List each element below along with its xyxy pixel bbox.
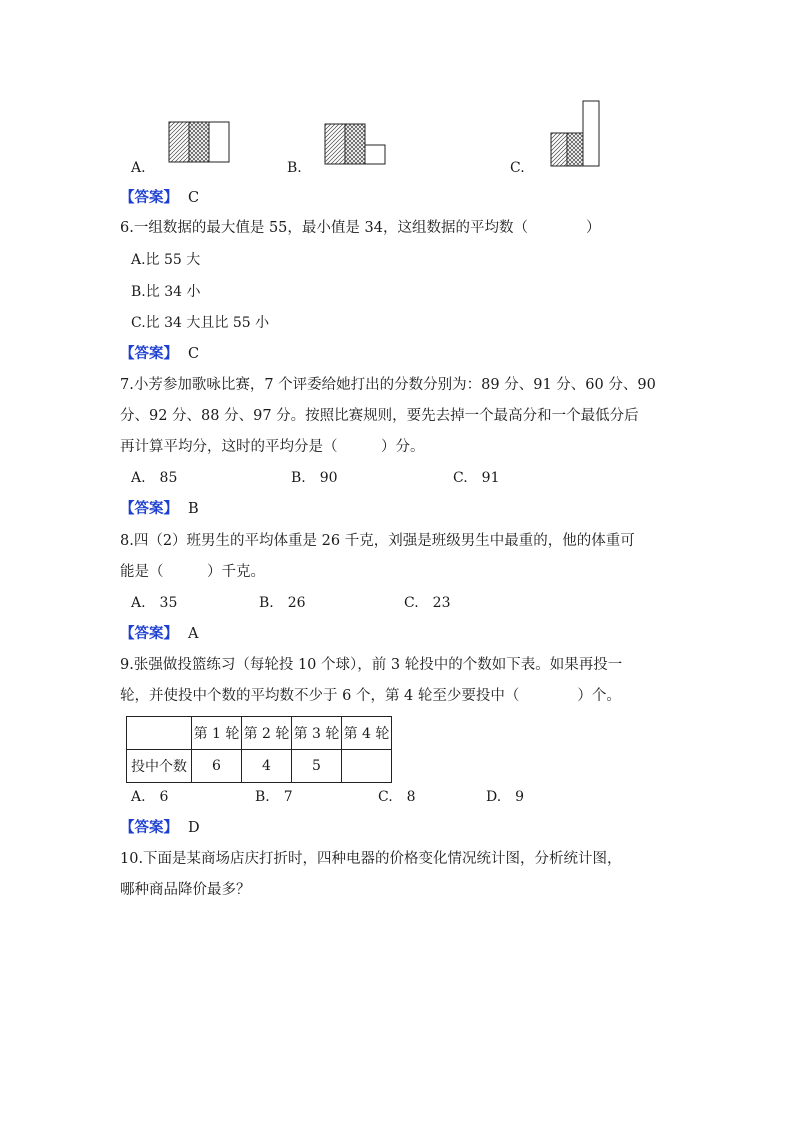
q5-answer — [120, 188, 199, 208]
q8-question-line-2: 能是（ ）千克。 — [120, 564, 265, 580]
answer-value: C — [188, 190, 200, 206]
q8-option-a: A. 35 — [131, 595, 178, 611]
table-cell: 6 — [192, 750, 242, 783]
q7-question-line-3: 再计算平均分，这时的平均分是（ ）分。 — [120, 439, 425, 455]
answer-label: 【答案】 — [120, 345, 178, 362]
bar-hatched — [551, 133, 567, 166]
q9-answer — [120, 818, 200, 838]
q8-question-line-1: 8.四（2）班男生的平均体重是 26 千克，刘强是班级男生中最重的，他的体重可 — [120, 533, 635, 549]
answer-value: B — [188, 501, 199, 517]
q6-answer — [120, 344, 199, 364]
answer-value: D — [188, 820, 200, 836]
bar-hatched — [325, 124, 345, 164]
table-cell — [342, 750, 392, 783]
q9-question-line-1: 9.张强做投篮练习（每轮投 10 个球），前 3 轮投中的个数如下表。如果再投一 — [120, 657, 623, 673]
q5-figure-b — [324, 123, 388, 165]
q9-option-c: C. 8 — [378, 789, 416, 805]
bar-blank — [209, 122, 229, 162]
q5-option-a: A. — [131, 160, 146, 176]
bar-crosshatched — [567, 133, 583, 166]
table-header-cell: 第 2 轮 — [242, 717, 292, 750]
q9-option-a: A. 6 — [131, 789, 169, 805]
q7-question-line-1: 7.小芳参加歌咏比赛，7 个评委给她打出的分数分别为：89 分、91 分、60 分、90 — [120, 377, 656, 393]
bar-crosshatched — [189, 122, 209, 162]
q9-option-d: D. 9 — [486, 789, 525, 805]
q6-question: 6.一组数据的最大值是 55，最小值是 34，这组数据的平均数（ ） — [120, 220, 601, 236]
q6-option-c: C.比 34 大且比 55 小 — [131, 315, 270, 331]
answer-label: 【答案】 — [120, 819, 178, 836]
q9-question-line-2: 轮，并使投中个数的平均数不少于 6 个，第 4 轮至少要投中（ ）个。 — [120, 688, 621, 704]
table-row — [127, 750, 392, 783]
table-header-cell: 第 3 轮 — [292, 717, 342, 750]
q8-option-b: B. 26 — [259, 595, 306, 611]
q8-answer — [120, 624, 198, 644]
bar-crosshatched — [345, 124, 365, 164]
answer-value: A — [188, 626, 199, 642]
q7-option-a: A. 85 — [131, 470, 178, 486]
table-header-cell — [127, 717, 192, 750]
answer-value: C — [188, 346, 200, 362]
q9-score-table — [126, 716, 392, 783]
answer-label: 【答案】 — [120, 625, 178, 642]
bar-blank — [365, 145, 385, 164]
q5-figure-c — [550, 100, 602, 168]
q7-question-line-2: 分、92 分、88 分、97 分。按照比赛规则，要先去掉一个最高分和一个最低分后 — [120, 408, 639, 424]
q6-option-b: B.比 34 小 — [131, 284, 201, 300]
q5-option-b: B. — [287, 160, 302, 176]
q10-question-line-2: 哪种商品降价最多？ — [120, 882, 251, 898]
table-row-label: 投中个数 — [127, 750, 192, 783]
q10-question-line-1: 10.下面是某商场店庆打折时，四种电器的价格变化情况统计图，分析统计图， — [120, 851, 622, 867]
table-header-row — [127, 717, 392, 750]
bar-hatched — [169, 122, 189, 162]
table-header-cell: 第 1 轮 — [192, 717, 242, 750]
q5-option-c: C. — [510, 160, 525, 176]
answer-label: 【答案】 — [120, 189, 178, 206]
table-cell: 4 — [242, 750, 292, 783]
q8-option-c: C. 23 — [404, 595, 451, 611]
q7-answer — [120, 499, 199, 519]
table-header-cell: 第 4 轮 — [342, 717, 392, 750]
q5-figure-a — [168, 121, 232, 163]
answer-label: 【答案】 — [120, 500, 178, 517]
table-cell: 5 — [292, 750, 342, 783]
bar-blank — [583, 101, 599, 166]
q9-option-b: B. 7 — [255, 789, 293, 805]
q7-option-b: B. 90 — [291, 470, 338, 486]
q6-option-a: A.比 55 大 — [131, 252, 201, 268]
q7-option-c: C. 91 — [453, 470, 500, 486]
